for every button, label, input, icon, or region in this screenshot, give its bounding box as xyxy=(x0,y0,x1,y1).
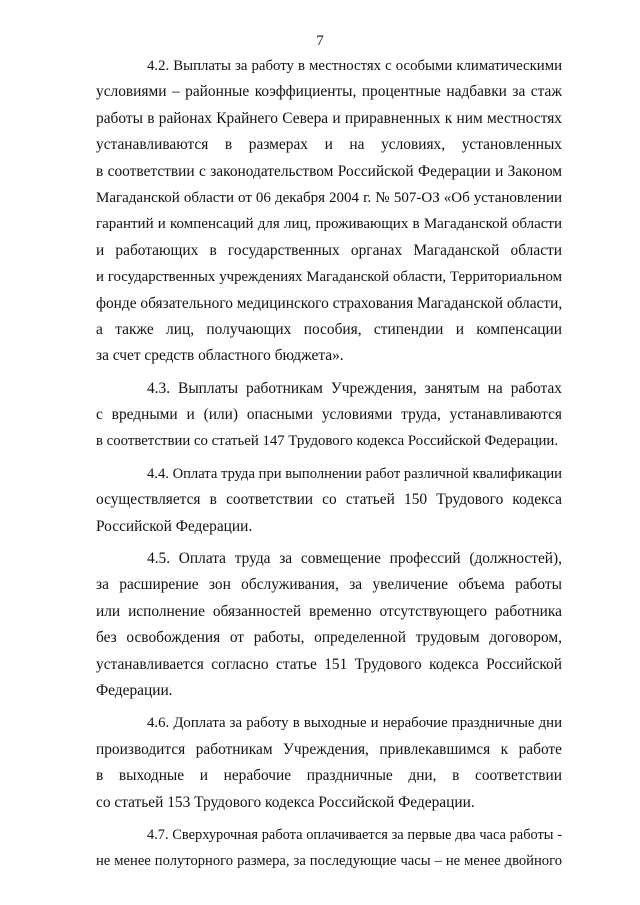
text-line: осуществляется в соответствии со статьей 150 Трудового кодекса xyxy=(96,491,562,509)
text-line: условиями – районные коэффициенты, процентные надбавки за стаж xyxy=(96,83,562,101)
text-line: без освобождения от работы, определенной трудовым договором, xyxy=(96,629,562,647)
paragraph-4-2 xyxy=(96,53,562,370)
paragraph-4-3 xyxy=(96,376,562,455)
paragraph-4-7 xyxy=(96,822,562,875)
text-line: со статьей 153 Трудового кодекса Российской Федерации. xyxy=(96,793,475,811)
text-line: 4.4. Оплата труда при выполнении работ различной квалификации xyxy=(147,465,562,482)
text-line: в соответствии со статьей 147 Трудового кодекса Российской Федерации. xyxy=(96,433,559,450)
text-line: 4.3. Выплаты работникам Учреждения, занятым на работах xyxy=(147,379,562,397)
text-line: Федерации. xyxy=(96,681,173,699)
text-line: гарантий и компенсаций для лиц, проживающих в Магаданской области xyxy=(96,216,562,233)
page-number: 7 xyxy=(316,33,324,49)
text-line: Российской Федерации. xyxy=(96,517,253,535)
text-line: и государственных учреждениях Магаданской области, Территориальном xyxy=(96,269,562,286)
text-line: с вредными и (или) опасными условиями труда, устанавливаются xyxy=(96,406,562,424)
paragraph-4-6 xyxy=(96,710,562,816)
text-line: не менее полуторного размера, за последующие часы – не менее двойного xyxy=(96,853,562,870)
text-line: а также лиц, получающих пособия, стипендии и компенсации xyxy=(96,320,562,338)
document-body xyxy=(96,53,562,881)
text-line: в соответствии с законодательством Российской Федерации и Законом xyxy=(96,162,562,180)
text-line: 4.6. Доплата за работу в выходные и нерабочие праздничные дни xyxy=(147,715,562,732)
text-line: 4.2. Выплаты за работу в местностях с особыми климатическими xyxy=(147,58,562,74)
text-line: за расширение зон обслуживания, за увеличение объема работы xyxy=(96,576,562,594)
text-line: или исполнение обязанностей временно отсутствующего работника xyxy=(96,602,562,620)
text-line: в выходные и нерабочие праздничные дни, в соответствии xyxy=(96,767,562,785)
text-line: 4.5. Оплата труда за совмещение профессий (должностей), xyxy=(147,550,562,568)
text-line: работы в районах Крайнего Севера и приравненных к ним местностях xyxy=(96,109,562,127)
text-line: устанавливаются в размерах и на условиях, установленных xyxy=(96,136,562,154)
paragraph-4-4 xyxy=(96,461,562,540)
text-line: и работающих в государственных органах Магаданской области xyxy=(96,241,562,259)
text-line: 4.7. Сверхурочная работа оплачивается за первые два часа работы - xyxy=(147,826,562,843)
text-line: производится работникам Учреждения, привлекавшимся к работе xyxy=(96,740,562,758)
text-line: фонде обязательного медицинского страхования Магаданской области, xyxy=(96,294,563,312)
text-line: Магаданской области от 06 декабря 2004 г. № 507-ОЗ «Об установлении xyxy=(96,189,562,206)
text-line: устанавливается согласно статье 151 Трудового кодекса Российской xyxy=(96,655,562,673)
text-line: за счет средств областного бюджета». xyxy=(96,347,344,365)
paragraph-4-5 xyxy=(96,546,562,704)
